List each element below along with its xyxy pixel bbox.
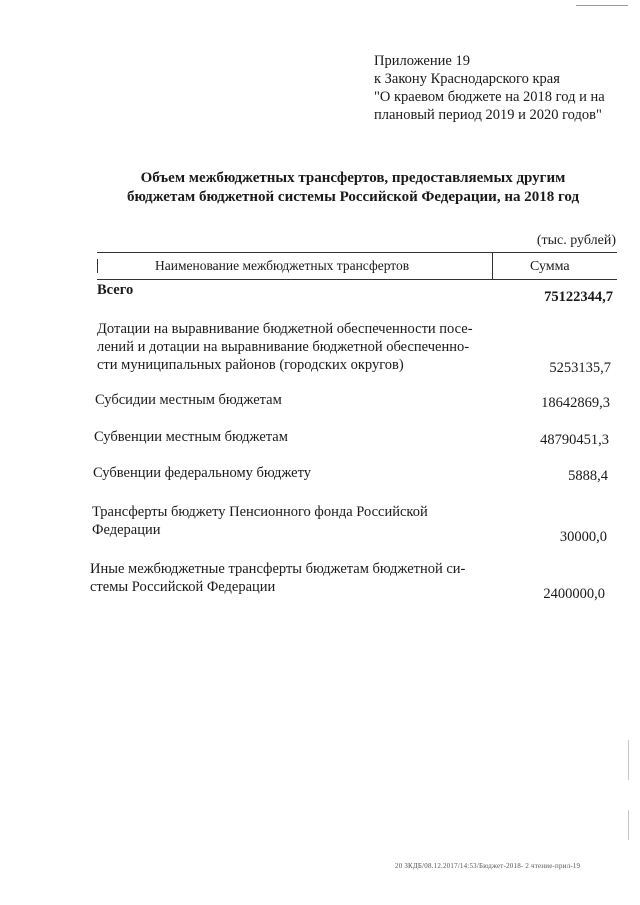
row-value: 5888,4 <box>568 468 608 484</box>
table-header <box>97 252 617 280</box>
total-label: Всего <box>97 282 134 298</box>
row-value: 18642869,3 <box>541 395 610 411</box>
row-name-line: Дотации на выравнивание бюджетной обеспеченности посе- <box>97 321 473 337</box>
row-name-line: Иные межбюджетные трансферты бюджетам бюджетной си- <box>90 561 466 577</box>
appendix-line: к Закону Краснодарского края <box>374 71 560 87</box>
row-name-line: лений и дотации на выравнивание бюджетной обеспеченно- <box>97 339 470 355</box>
row-value: 5253135,7 <box>549 360 611 376</box>
row-value: 30000,0 <box>559 529 607 545</box>
row-name <box>92 503 492 539</box>
scan-margin-mark <box>628 810 629 840</box>
table-row <box>97 320 617 376</box>
table-row <box>90 560 617 610</box>
table-row <box>92 503 617 553</box>
scan-edge-line <box>576 5 628 6</box>
row-name <box>90 560 490 596</box>
title-line: бюджетам бюджетной системы Российской Федерации, на 2018 год <box>126 189 580 205</box>
header-name-column: Наименование межбюджетных трансфертов <box>155 258 410 273</box>
row-name <box>97 320 497 374</box>
row-name-line: стемы Российской Федерации <box>90 579 276 595</box>
row-name-line: Субвенции федеральному бюджету <box>93 465 312 481</box>
header-left-border <box>97 259 98 273</box>
table-row <box>94 428 617 468</box>
row-name-line: Субвенции местным бюджетам <box>94 429 288 445</box>
transfers-table <box>90 252 617 602</box>
row-name-line: сти муниципальных районов (городских округов) <box>97 357 404 373</box>
document-footer: 20 ЗКДБ/08.12.2017/14:53/Бюджет-2018- 2 чтение-прил-19 <box>395 862 581 870</box>
row-name-line: Трансферты бюджету Пенсионного фонда Российской <box>92 504 428 520</box>
row-name <box>93 464 493 482</box>
header-column-separator <box>492 253 493 279</box>
row-name <box>94 428 494 446</box>
table-row <box>93 464 617 504</box>
appendix-line: Приложение 19 <box>374 53 470 69</box>
header-sum-column: Сумма <box>530 259 570 274</box>
row-value: 2400000,0 <box>543 586 605 602</box>
row-name <box>95 391 495 409</box>
appendix-line: плановый период 2019 и 2020 годов" <box>374 107 602 123</box>
units-label: (тыс. рублей) <box>536 233 616 248</box>
scan-margin-mark <box>628 740 629 780</box>
row-value: 48790451,3 <box>540 432 609 448</box>
table-row <box>97 391 617 431</box>
title-line: Объем межбюджетных трансфертов, предоставляемых другим <box>140 170 566 186</box>
row-name-line: Субсидии местным бюджетам <box>95 392 282 408</box>
appendix-line: "О краевом бюджете на 2018 год и на <box>374 89 605 105</box>
appendix-note <box>374 52 624 124</box>
total-value: 75122344,7 <box>544 289 613 305</box>
total-row <box>97 281 617 305</box>
document-title <box>118 169 588 207</box>
row-name-line: Федерации <box>92 522 161 538</box>
